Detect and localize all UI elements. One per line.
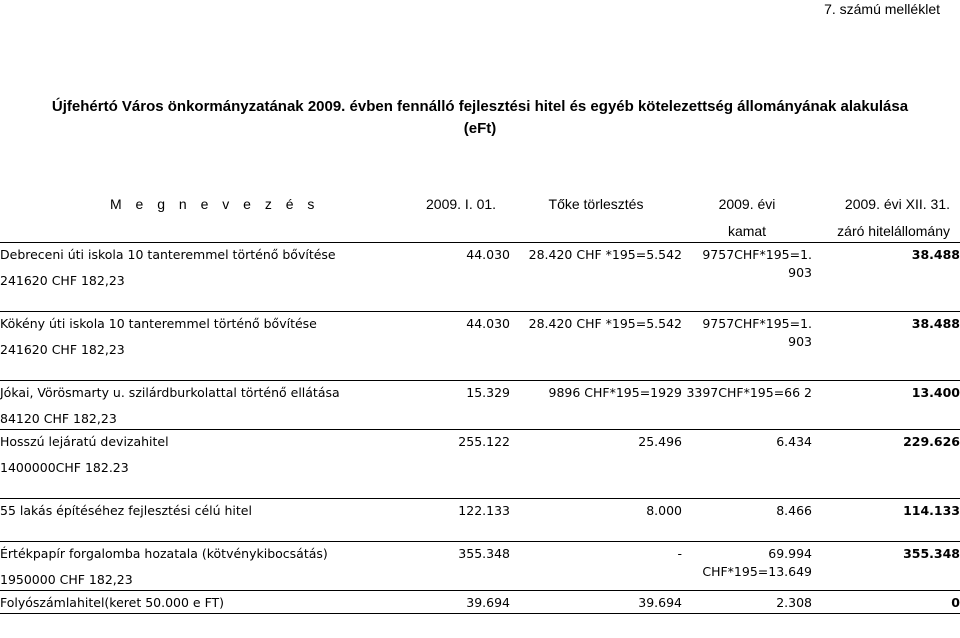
header-opening: 2009. I. 01. — [426, 196, 497, 212]
row-closing: 355.348 — [903, 546, 960, 561]
row-interest-cell — [682, 591, 812, 614]
row-name: Debreceni úti iskola 10 tanteremmel történő bővítése — [0, 247, 336, 262]
row-principal: 25.496 — [638, 434, 682, 449]
row-closing-cell — [812, 430, 960, 479]
row-interest: 3397CHF*195=66 2 — [686, 385, 812, 400]
row-name: Hosszú lejáratú devizahitel — [0, 434, 169, 449]
row-principal-cell — [510, 430, 682, 479]
row-subtitle: 1950000 CHF 182,23 — [0, 572, 133, 587]
row-interest-cell — [682, 499, 812, 522]
row-opening: 44.030 — [466, 316, 510, 331]
row-opening: 255.122 — [458, 434, 510, 449]
row-principal-cell — [510, 542, 682, 591]
row-closing-cell — [812, 243, 960, 292]
table-row — [0, 542, 960, 591]
header-interest — [682, 194, 812, 243]
row-opening-cell — [410, 312, 510, 361]
header-closing-line1: 2009. évi XII. 31. — [844, 196, 950, 212]
header-name: M e g n e v e z é s — [110, 196, 320, 212]
table-row — [0, 312, 960, 361]
row-closing: 114.133 — [903, 503, 960, 518]
row-interest-cell — [682, 542, 812, 591]
title-unit: (eFt) — [463, 120, 497, 137]
title-line-1: Újfehértó Város önkormányzatának 2009. évben fennálló fejlesztési hitel és egyéb kötelezettség állományának alakulása — [51, 98, 909, 115]
row-spacer — [0, 291, 960, 312]
row-opening-cell — [410, 542, 510, 591]
annex-label: 7. számú melléklet — [824, 1, 940, 17]
row-interest: 69.994 CHF*195=13.649 — [702, 546, 812, 579]
row-opening-cell — [410, 499, 510, 522]
row-principal-cell — [510, 381, 682, 430]
row-name-cell — [0, 542, 410, 591]
row-principal: 9896 CHF*195=1929 — [548, 385, 682, 400]
row-interest: 9757CHF*195=1. 903 — [702, 316, 812, 349]
row-opening: 44.030 — [466, 247, 510, 262]
row-opening: 39.694 — [466, 595, 510, 610]
row-opening: 15.329 — [466, 385, 510, 400]
row-principal-cell — [510, 243, 682, 292]
row-principal: 39.694 — [638, 595, 682, 610]
row-interest-cell — [682, 381, 812, 430]
row-interest-cell — [682, 243, 812, 292]
table-row — [0, 430, 960, 479]
row-closing: 38.488 — [911, 316, 960, 331]
row-principal-cell — [510, 591, 682, 614]
row-closing-cell — [812, 591, 960, 614]
row-spacer — [0, 478, 960, 499]
row-closing: 13.400 — [911, 385, 960, 400]
row-name: Kökény úti iskola 10 tanteremmel történő bővítése — [0, 316, 317, 331]
row-name: Értékpapír forgalomba hozatala (kötvénykibocsátás) — [0, 546, 328, 561]
row-principal-cell — [510, 499, 682, 522]
spacer-cell — [0, 291, 960, 312]
row-closing: 229.626 — [903, 434, 960, 449]
row-principal: - — [677, 546, 682, 561]
row-closing-cell — [812, 499, 960, 522]
row-name-cell — [0, 381, 410, 430]
row-closing-cell — [812, 381, 960, 430]
row-interest: 2.308 — [776, 595, 812, 610]
header-closing-line2: záró hitelállomány — [837, 223, 950, 239]
row-principal: 28.420 CHF *195=5.542 — [528, 316, 682, 331]
row-name-cell — [0, 243, 410, 292]
header-closing — [812, 194, 960, 243]
header-row — [0, 194, 960, 243]
row-principal: 28.420 CHF *195=5.542 — [528, 247, 682, 262]
spacer-cell — [0, 360, 960, 381]
row-closing: 38.488 — [911, 247, 960, 262]
debt-table — [0, 194, 960, 614]
table-row — [0, 381, 960, 430]
row-interest-cell — [682, 430, 812, 479]
row-principal-cell — [510, 312, 682, 361]
table-row — [0, 243, 960, 292]
document-title — [0, 96, 960, 140]
row-interest-cell — [682, 312, 812, 361]
header-principal: Tőke törlesztés — [548, 196, 644, 212]
spacer-cell — [0, 478, 960, 499]
row-opening-cell — [410, 430, 510, 479]
row-name: Jókai, Vörösmarty u. szilárdburkolattal történő ellátása — [0, 385, 340, 400]
row-opening: 355.348 — [458, 546, 510, 561]
row-opening-cell — [410, 591, 510, 614]
row-principal: 8.000 — [646, 503, 682, 518]
row-opening-cell — [410, 243, 510, 292]
row-closing: 0 — [951, 595, 960, 610]
row-interest: 8.466 — [776, 503, 812, 518]
row-name-cell — [0, 430, 410, 479]
row-name-cell — [0, 499, 410, 522]
row-spacer — [0, 521, 960, 542]
row-name-cell — [0, 312, 410, 361]
row-subtitle: 1400000CHF 182.23 — [0, 460, 129, 475]
row-interest: 6.434 — [776, 434, 812, 449]
row-subtitle: 241620 CHF 182,23 — [0, 273, 125, 288]
table-row — [0, 499, 960, 522]
row-subtitle: 84120 CHF 182,23 — [0, 411, 117, 426]
row-opening: 122.133 — [458, 503, 510, 518]
spacer-cell — [0, 521, 960, 542]
header-interest-line2: kamat — [727, 223, 767, 239]
header-interest-line1: 2009. évi — [718, 196, 776, 212]
row-name: 55 lakás építéséhez fejlesztési célú hitel — [0, 503, 252, 518]
row-spacer — [0, 360, 960, 381]
row-name: Folyószámlahitel(keret 50.000 e FT) — [0, 595, 225, 610]
row-opening-cell — [410, 381, 510, 430]
row-name-cell — [0, 591, 410, 614]
row-subtitle: 241620 CHF 182,23 — [0, 342, 125, 357]
row-closing-cell — [812, 312, 960, 361]
table-row — [0, 591, 960, 614]
row-interest: 9757CHF*195=1. 903 — [702, 247, 812, 280]
row-closing-cell — [812, 542, 960, 591]
